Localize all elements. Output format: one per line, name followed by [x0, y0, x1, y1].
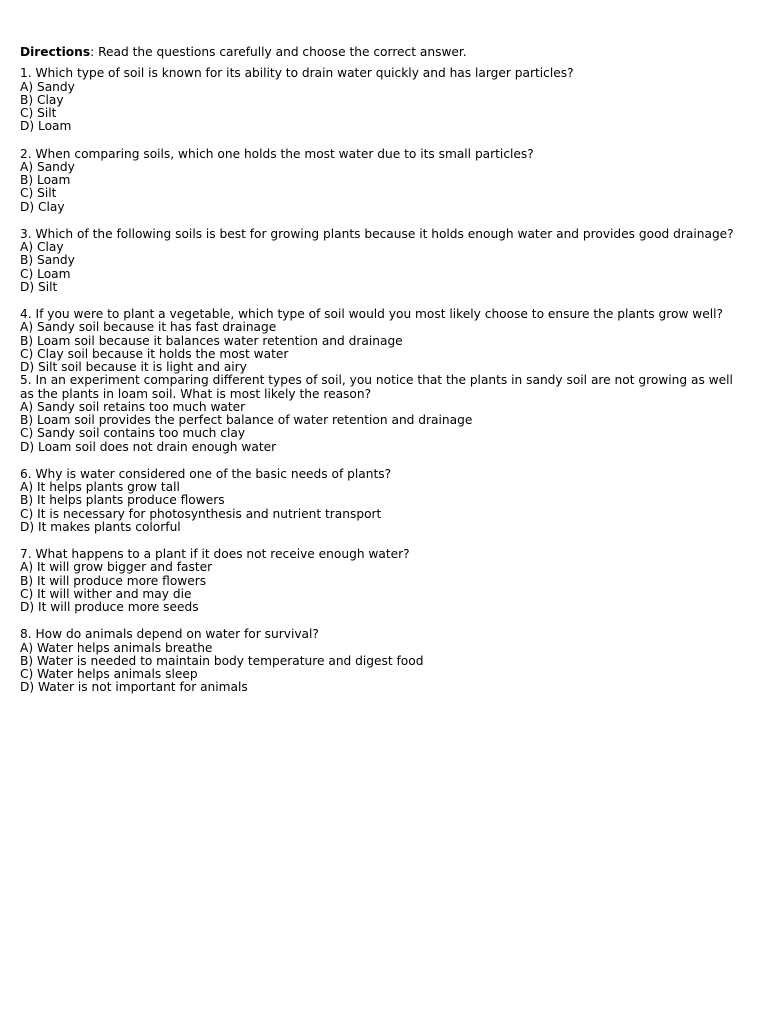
answer-option: D) It makes plants colorful — [20, 519, 181, 534]
answer-option: D) Silt soil because it is light and airy — [20, 360, 247, 374]
answer-option: B) Loam — [20, 173, 71, 187]
answer-option: D) It will produce more seeds — [20, 600, 199, 614]
question-text: 2. When comparing soils, which one holds the most water due to its small particles? — [20, 146, 534, 161]
answer-option: C) Clay soil because it holds the most water — [20, 346, 289, 361]
question-text: 5. In an experiment comparing different types of soil, you notice that the plants in sandy soil are not growing as well as the plants in loam soil. What is most likely the reason? — [20, 373, 733, 401]
answer-option: C) It is necessary for photosynthesis and nutrient transport — [20, 506, 382, 521]
answer-option: B) Loam soil provides the perfect balance of water retention and drainage — [20, 413, 473, 427]
answer-option: C) Water helps animals sleep — [20, 667, 198, 681]
directions-line — [20, 46, 748, 59]
question-text: 8. How do animals depend on water for survival? — [20, 627, 319, 642]
question-text: 1. Which type of soil is known for its ability to drain water quickly and has larger particles? — [20, 66, 574, 81]
answer-option: B) Clay — [20, 92, 64, 107]
answer-option: A) It will grow bigger and faster — [20, 560, 213, 575]
question-5 — [20, 374, 748, 454]
answer-option: C) Silt — [20, 186, 57, 201]
question-text: 6. Why is water considered one of the basic needs of plants? — [20, 466, 392, 481]
answer-option: B) It helps plants produce flowers — [20, 493, 225, 508]
worksheet-page — [20, 46, 748, 709]
answer-option: D) Loam soil does not drain enough water — [20, 439, 277, 454]
answer-option: A) Sandy soil retains too much water — [20, 399, 246, 414]
answer-option: A) Sandy — [20, 159, 75, 174]
question-7 — [20, 548, 748, 614]
answer-option: B) Loam soil because it balances water retention and drainage — [20, 333, 403, 348]
answer-option: D) Silt — [20, 279, 58, 294]
answer-option: A) Sandy soil because it has fast drainage — [20, 320, 277, 335]
answer-option: C) Silt — [20, 106, 57, 120]
answer-option: D) Loam — [20, 119, 72, 134]
question-text: 4. If you were to plant a vegetable, which type of soil would you most likely choose to ensure the plants grow well? — [20, 307, 724, 321]
question-1 — [20, 67, 748, 133]
question-4 — [20, 308, 748, 374]
question-text: 7. What happens to a plant if it does not receive enough water? — [20, 547, 410, 561]
answer-option: B) Sandy — [20, 253, 75, 268]
question-2 — [20, 148, 748, 214]
answer-option: C) Sandy soil contains too much clay — [20, 426, 246, 441]
directions-label: Directions — [20, 45, 91, 59]
answer-option: C) It will wither and may die — [20, 586, 192, 601]
answer-option: B) Water is needed to maintain body temperature and digest food — [20, 653, 424, 668]
question-8 — [20, 628, 748, 694]
answer-option: C) Loam — [20, 266, 71, 281]
answer-option: D) Water is not important for animals — [20, 680, 248, 695]
answer-option: A) Water helps animals breathe — [20, 640, 213, 655]
answer-option: A) It helps plants grow tall — [20, 480, 180, 494]
answer-option: A) Clay — [20, 240, 64, 254]
question-6 — [20, 468, 748, 534]
answer-option: D) Clay — [20, 199, 65, 214]
question-text: 3. Which of the following soils is best for growing plants because it holds enough water and provides good drainage? — [20, 226, 734, 241]
answer-option: B) It will produce more flowers — [20, 573, 207, 588]
question-3 — [20, 228, 748, 294]
answer-option: A) Sandy — [20, 79, 75, 94]
directions-text: : Read the questions carefully and choose the correct answer. — [90, 45, 467, 59]
